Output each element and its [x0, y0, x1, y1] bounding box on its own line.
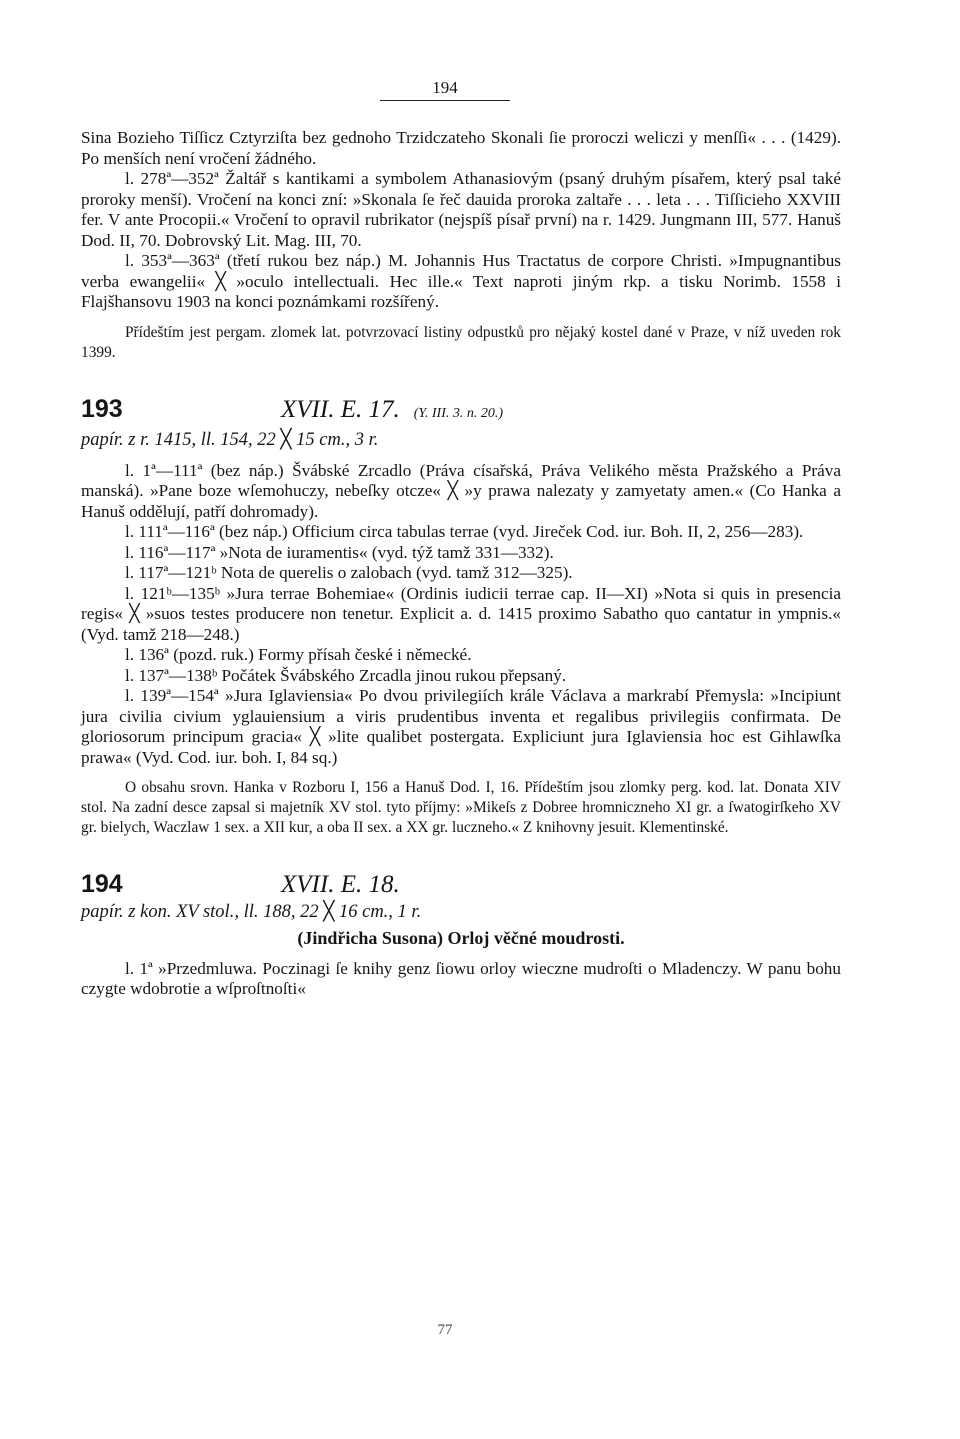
folio-mark: 77 — [437, 1322, 453, 1338]
entry-193-item: l. 116ª—117ª »Nota de iuramentis« (vyd. týž tamž 331—332). — [125, 542, 554, 562]
entry-194-signature: XVII. E. 18. — [281, 871, 400, 898]
entry-193-item: l. 139ª—154ª »Jura Iglaviensia« Po dvou privilegiích krále Václava a markrabí Přemysla: »Incipiunt jura civilia civium yglauiensium a viris prudentibus inventa et regalibus privilegiis confirmata. De gloriosorum principum gracia« ╳ »lite qualibet postergata. Expliciunt jura Iglaviensia hoc est Gihlawſka prawa« (Vyd. Cod. iur. boh. I, 84 sq.) — [81, 686, 841, 767]
entry-194-title: (Jindřicha Susona) Orloj věčné moudrosti. — [297, 928, 625, 948]
entry-194-heading — [81, 870, 841, 898]
entry-194-physical-description: papír. z kon. XV stol., ll. 188, 22 ╳ 16 cm., 1 r. — [81, 901, 422, 922]
entry-193-item: l. 136ª (pozd. ruk.) Formy přísah české i německé. — [125, 645, 472, 664]
intro-paragraph-3: l. 353ª—363ª (třetí rukou bez náp.) M. Johannis Hus Tractatus de corpore Christi. »Impugnantibus verba ewangelii« ╳ »oculo intellectuali. Hec ille.« Text naproti jiným rkp. a tisku Norimb. 1558 i Flajšhansovu 1903 na konci poznámkami rozšířený. — [81, 251, 841, 311]
entry-193-heading — [81, 394, 841, 425]
page-body — [81, 128, 841, 1000]
intro-paragraph-2: l. 278ª—352ª Žaltář s kantikami a symbolem Athanasiovým (psaný druhým písařem, který psal také proroky menší). Vročení na konci zní: »Skonala ſe řeč dauida proroka zaltaře . . . leta . . . Tiſſicieho XXVIII fer. V ante Procopii.« Vročení to opravil rubrikator (nejspíš písař první) na r. 1429. Jungmann III, 577. Hanuš Dod. II, 70. Dobrovský Lit. Mag. III, 70. — [81, 169, 841, 250]
entry-193-item: l. 1ª—111ª (bez náp.) Švábské Zrcadlo (Práva císařská, Práva Velikého města Pražského a Práva manská). »Pane boze wſemohuczy, nebeſky otcze« ╳ »y prawa nalezaty y zamyetaty amen.« (Co Hanka a Hanuš oddělují, patří dohromady). — [81, 460, 841, 521]
entry-193-physical-description: papír. z r. 1415, ll. 154, 22 ╳ 15 cm., 3 r. — [81, 430, 379, 450]
entry-193-note: O obsahu srovn. Hanka v Rozboru I, 156 a Hanuš Dod. I, 16. Přídeštím jsou zlomky perg. kod. lat. Donata XIV stol. Na zadní desce zapsal si majetník XV stol. tyto příjmy: »Mikeſs z Dobree hromniczneho XI gr. a ſwatogirſkeho XV gr. bielych, Waczlaw 1 sex. a XII kur, a oba II sex. a XX gr. luczneho.« Z knihovny jesuit. Klementinské. — [81, 779, 841, 836]
entry-193-old-signature: (Y. III. 3. n. 20.) — [413, 405, 504, 421]
entry-193-item: l. 117ª—121ᵇ Nota de querelis o zalobach (vyd. tamž 312—325). — [125, 563, 573, 582]
entry-193-item: l. 121ᵇ—135ᵇ »Jura terrae Bohemiae« (Ordinis iudicii terrae cap. II—XI) »Nota si quis in presencia regis« ╳ »suos testes producere non tenetur. Explicit a. d. 1415 proximo Sabatho quo cantatur in ympnis.« (Vyd. tamž 218—248.) — [81, 583, 841, 644]
intro-paragraph-1: Sina Bozieho Tiſſicz Cztyrziſta bez gednoho Trzidczateho Skonali ſie proroczi weliczi y menſſi« . . . (1429). Po menších není vročení žádného. — [81, 128, 841, 168]
page-number: 194 — [380, 78, 510, 101]
entry-193-item: l. 137ª—138ᵇ Počátek Švábského Zrcadla jinou rukou přepsaný. — [125, 665, 567, 685]
intro-note: Přídeštím jest pergam. zlomek lat. potvrzovací listiny odpustků pro nějaký kostel dané v Praze, v níž uveden rok 1399. — [81, 323, 841, 361]
entry-193-number: 193 — [81, 394, 123, 423]
entry-194-number: 194 — [81, 870, 123, 898]
entry-194-item: l. 1ª »Przedmluwa. Poczinagi ſe knihy genz ſiowu orloy wieczne mudroſti o Mladenczy. W panu bohu czygte wdobrotie a wſproſtnoſti« — [81, 958, 841, 998]
entry-193-signature: XVII. E. 17. — [281, 395, 400, 423]
entry-193-item: l. 111ª—116ª (bez náp.) Officium circa tabulas terrae (vyd. Jireček Cod. iur. Boh. II, 2, 256—283). — [125, 522, 804, 541]
